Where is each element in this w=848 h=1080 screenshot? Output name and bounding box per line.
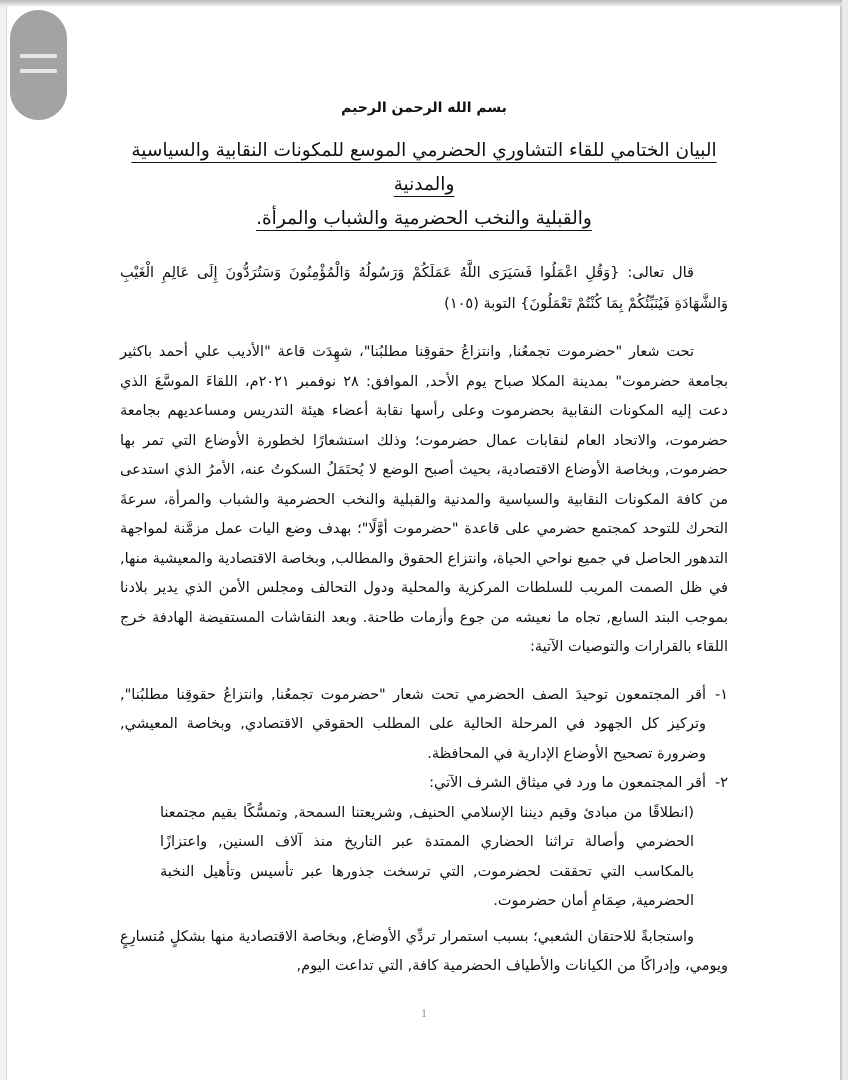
response-paragraph: واستجابةً للاحتقان الشعبي؛ بسبب استمرار تردِّي الأوضاع, وبخاصة الاقتصادية منها بشكلٍ مُتسارِعٍ ويومي، وإدراكًا من الكيانات والأطياف الحضرمية كافة, التي تداعت اليوم, (120, 928, 728, 974)
decision-number: ١- (714, 686, 728, 703)
quran-verse: قال تعالى: {وَقُلِ اعْمَلُوا فَسَيَرَى اللَّهُ عَمَلَكُمْ وَرَسُولُهُ وَالْمُؤْمِنُونَ وَسَتُرَدُّونَ إِلَى عَالِمِ الْغَيْبِ وَالشَّهَادَةِ فَيُنَبِّئُكُمْ بِمَا كُنْتُمْ تَعْمَلُونَ} التوبة (١٠٥) (120, 265, 728, 312)
basmala-heading: بسم الله الرحمن الرحيم (341, 100, 507, 116)
decision-text: أقر المجتمعون ما ورد في ميثاق الشرف الآتي: (429, 775, 706, 791)
hamburger-icon (20, 54, 57, 58)
decisions-list (120, 681, 728, 799)
title-line-2: والقبلية والنخب الحضرمية والشباب والمرأة. (256, 208, 592, 229)
decision-item (120, 769, 728, 799)
decision-text: أقر المجتمعون توحيدَ الصف الحضرمي تحت شعار "حضرموت تجمعُنا, وانتزاعُ حقوقِنا مطلبُنا", وتركيز كل الجهود في المرحلة الحالية على المطلب الحقوقي الاقتصادي, وبخاصة المعيشي, وضرورة تصحيح الأوضاع الإدارية في المحافظة. (120, 686, 706, 762)
honor-charter-text: (انطلاقًا من مبادئ وقيم ديننا الإسلامي الحنيف, وشريعتنا السمحة, وتمسُّكًا بقيم مجتمعنا الحضرمي وأصالة تراثنا الحضاري الممتدة عبر التاريخ منذ آلاف السنين, واعتزازًا بالمكاسب التي تحققت لحضرموت, التي ترسخت جذورها عبر تأسيس وتأهيل النخبة الحضرمية, صِمَامِ أمان حضرموت. (160, 804, 694, 909)
decision-number: ٢- (714, 775, 728, 791)
decision-item (120, 681, 728, 770)
intro-paragraph: تحت شعار "حضرموت تجمعُنا, وانتزاعُ حقوقِنا مطلبُنا"، شهِدَت قاعة "الأديب علي أحمد باكثير بجامعة حضرموت" بمدينة المكلا صباح يوم الأحد, الموافق: ٢٨ نوفمبر ٢٠٢١م، اللقاءَ الموسَّعَ الذي دعت إليه المكونات النقابية بحضرموت وعلى رأسها نقابة أعضاء هيئة التدريس ومساعديهم بجامعة حضرموت، والاتحاد العام لنقابات عمال حضرموت؛ وذلك استشعارًا لخطورة الأوضاع التي تمر بها حضرموت, وبخاصة الأوضاع الاقتصادية، بحيث أصبح الوضع لا يُحتَمَلُ السكوتُ عنه، الأمرُ الذي استدعى من كافة المكونات النقابية والسياسية والمدنية والقبلية والنخب الحضرمية والشباب والمرأة، سرعةَ التحرك للتوحد كمجتمع حضرمي على قاعدة "حضرموت أوَّلًا"؛ بهدف وضع اليات عمل مزمَّنة لمواجهة التدهور الحاصل في جميع نواحي الحياة، وانتزاع الحقوق والمطالب, وبخاصة الاقتصادية والمعيشية منها, في ظل الصمت المريب للسلطات المركزية والمحلية ودول التحالف ومجلس الأمن الذي يدير بلادنا بموجب البند السابع, تجاه ما نعيشه من جوع وأزمات طاحنة. وبعد النقاشات المستفيضة الهادفة خرج اللقاء بالقرارات والتوصيات الآتية: (120, 344, 728, 655)
menu-handle-button[interactable] (10, 10, 67, 120)
document-title (120, 134, 728, 236)
vertical-scrollbar[interactable] (842, 0, 848, 1080)
document-body (120, 90, 728, 982)
page-number: 1 (421, 1006, 427, 1020)
hamburger-icon-bar (20, 69, 57, 73)
title-line-1: البيان الختامي للقاء التشاوري الحضرمي الموسع للمكونات النقابية والسياسية والمدنية (131, 140, 717, 195)
